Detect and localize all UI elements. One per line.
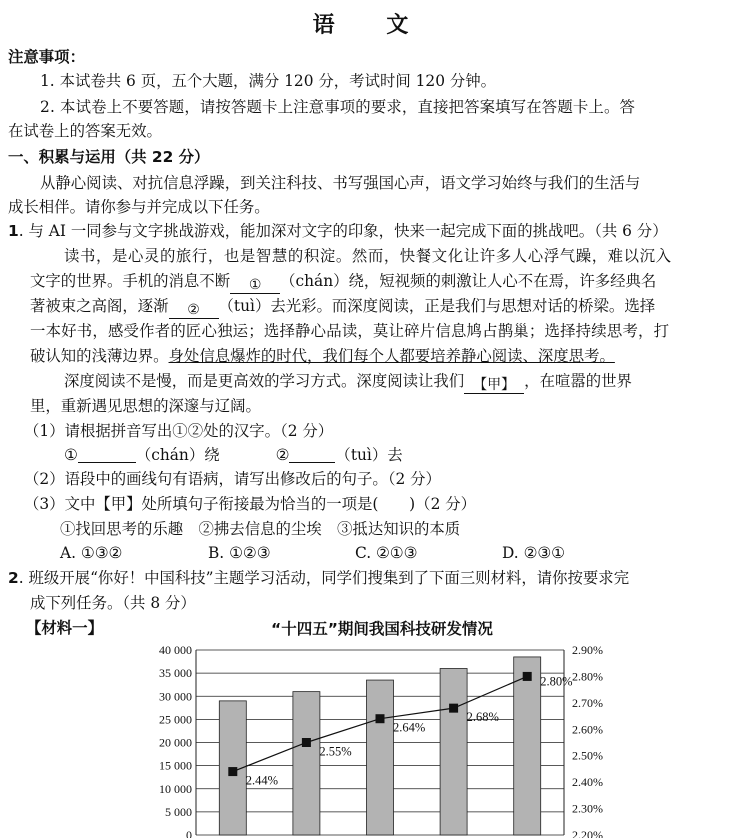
question-2-text: . 班级开展“你好！中国科技”主题学习活动，同学们搜集到了下面三则材料，请你按要求完 xyxy=(18,569,630,587)
answer-mark-2: ② xyxy=(275,446,290,464)
passage-line-4: 一本好书，感受作者的匠心独运；选择静心品读，莫让碎片信息鸠占鹊巢；选择持续思考，打 xyxy=(30,322,670,340)
y-right-tick-label: 2.40% xyxy=(572,775,603,790)
passage-text: 破认知的浅薄边界。 xyxy=(30,347,169,365)
y-right-tick-label: 2.30% xyxy=(572,801,603,816)
choice-a[interactable]: A. ①③② xyxy=(60,544,123,562)
ratio-point xyxy=(376,714,385,723)
ratio-point xyxy=(228,767,237,776)
choice-c[interactable]: C. ②①③ xyxy=(355,544,418,562)
y-left-tick-label: 10 000 xyxy=(159,781,192,796)
ratio-label: 2.80% xyxy=(540,674,573,689)
passage-line-7: 里，重新遇见思想的深邃与辽阔。 xyxy=(30,397,261,415)
choice-d[interactable]: D. ②③① xyxy=(502,544,565,562)
sub-question-2: （2）语段中的画线句有语病，请写出修改后的句子。（2 分） xyxy=(24,470,441,488)
passage-text: （tuì）去光彩。而深度阅读，正是我们与思想对话的桥梁。选择 xyxy=(218,297,656,315)
y-right-tick-label: 2.70% xyxy=(572,695,603,710)
bar xyxy=(367,680,394,835)
y-left-tick-label: 5 000 xyxy=(165,804,192,819)
y-right-tick-label: 2.90% xyxy=(572,643,603,657)
question-2-stem-cont: 成下列任务。（共 8 分） xyxy=(30,594,196,612)
page-title: 语 文 xyxy=(312,13,431,38)
ratio-point xyxy=(523,672,532,681)
bar xyxy=(514,657,541,835)
bar xyxy=(440,669,467,836)
y-left-tick-label: 15 000 xyxy=(159,758,192,773)
y-right-tick-label: 2.80% xyxy=(572,669,603,684)
bars xyxy=(219,657,540,835)
chart-title: “十四五”期间我国科技研发情况 xyxy=(271,620,493,638)
bar xyxy=(293,692,320,835)
answer-pinyin-2: （tuì）去 xyxy=(335,446,403,464)
section-intro-cont: 成长相伴。请你参与并完成以下任务。 xyxy=(8,198,270,216)
y-right-tick-label: 2.20% xyxy=(572,828,603,838)
answer-mark-1: ① xyxy=(64,446,78,464)
passage-line-1: 读书，是心灵的旅行，也是智慧的积淀。然而，快餐文化让许多人心浮气躁，难以沉入 xyxy=(64,247,672,265)
question-2-number: 2 xyxy=(8,569,19,587)
passage-text: （chán）绕，短视频的刺激让人心不在焉，许多经典名 xyxy=(280,272,657,290)
y-left-tick-label: 25 000 xyxy=(159,712,192,727)
material-1-label: 【材料一】 xyxy=(26,619,103,637)
underlined-sentence: 身处信息爆炸的时代，我们每个人都要培养静心阅读、深度思考。 xyxy=(168,347,615,365)
section-intro: 从静心阅读、对抗信息浮躁，到关注科技、书写强国心声，语文学习始终与我们的生活与 xyxy=(40,174,641,192)
choice-b[interactable]: B. ①②③ xyxy=(208,544,271,562)
ratio-point xyxy=(449,704,458,713)
passage-text: 深度阅读不是慢，而是更高效的学习方式。深度阅读让我们 xyxy=(64,372,465,390)
ratio-label: 2.68% xyxy=(466,710,499,725)
ratio-label: 2.44% xyxy=(245,773,279,788)
notice-heading: 注意事项： xyxy=(8,48,85,66)
y-left-tick-label: 0 xyxy=(186,828,192,838)
ratio-label: 2.64% xyxy=(393,720,426,735)
y-left-tick-label: 40 000 xyxy=(159,643,192,657)
ratio-label: 2.55% xyxy=(319,744,352,759)
y-left-tick-label: 20 000 xyxy=(159,735,192,750)
ratio-point xyxy=(302,738,311,747)
question-1-text: . 与 AI 一同参与文字挑战游戏，能加深对文字的印象，快来一起完成下面的挑战吧。（共 6 分） xyxy=(18,222,668,240)
y-left-tick-label: 30 000 xyxy=(159,689,192,704)
y-right-tick-label: 2.60% xyxy=(572,722,603,737)
passage-text: 著被束之高阁，逐渐 xyxy=(30,297,169,315)
answer-pinyin-1: （chán）绕 xyxy=(135,446,220,464)
question-1-number: 1 xyxy=(8,222,19,240)
y-right-tick-label: 2.50% xyxy=(572,748,603,763)
sub-question-3: （3）文中【甲】处所填句子衔接最为恰当的一项是( )（2 分） xyxy=(24,495,477,513)
notice-item-2: 2. 本试卷上不要答题，请按答题卡上注意事项的要求，直接把答案填写在答题卡上。答 xyxy=(40,98,636,116)
sub-question-3-options: ①找回思考的乐趣 ②拂去信息的尘埃 ③抵达知识的本质 xyxy=(60,520,461,538)
passage-text: 文字的世界。手机的消息不断 xyxy=(30,272,231,290)
section-heading: 一、积累与运用（共 22 分） xyxy=(8,148,210,166)
blank-jia: 【甲】 xyxy=(464,377,524,394)
blank-2: ② xyxy=(169,302,219,319)
notice-item-1: 1. 本试卷共 6 页，五个大题，满分 120 分，考试时间 120 分钟。 xyxy=(40,72,497,90)
notice-item-2-cont: 在试卷上的答案无效。 xyxy=(8,122,162,140)
sub-question-1: （1）请根据拼音写出①②处的汉字。（2 分） xyxy=(24,422,334,440)
passage-text: ，在喧嚣的世界 xyxy=(524,372,632,390)
blank-1: ① xyxy=(230,277,280,294)
y-left-tick-label: 35 000 xyxy=(159,666,192,681)
